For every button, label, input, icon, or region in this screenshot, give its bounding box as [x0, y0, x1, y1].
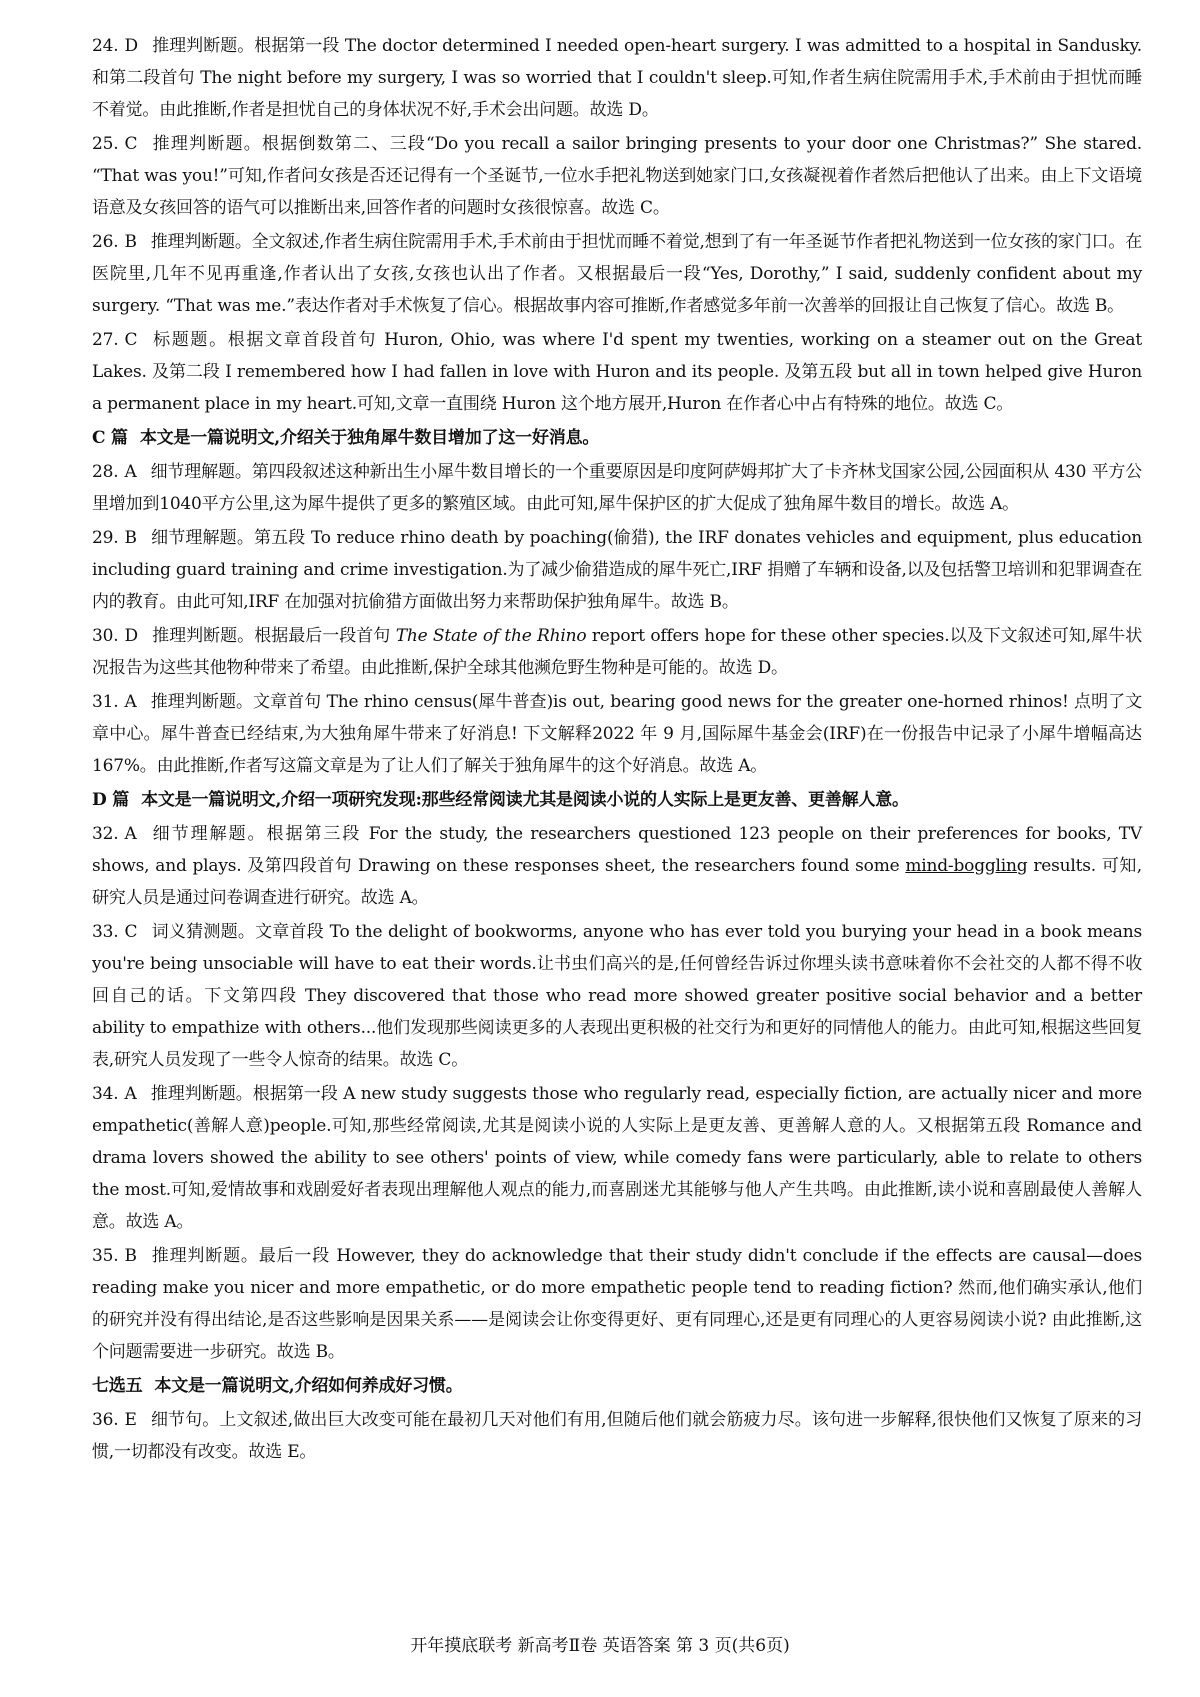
answer-item-35: [92, 1240, 1142, 1368]
explanation-text: 推理判断题。最后一段 However, they do acknowledge that their study didn't conclude if the effects are causal—does reading make you nicer and more empathetic, or do more empathetic people tend to reading fiction? 然而,他们确实承认,他们的研究并没有得出结论,是否这些影响是因果关系——是阅读会让你变得更好、更有同理心,还是更有同理心的人更容易阅读小说? 由此推断,这个问题需要进一步研究。故选 B。: [92, 1246, 1142, 1362]
explanation-text-continued: results. 可知,研究人员是通过问卷调查进行研究。故选 A。: [92, 856, 1142, 908]
answer-letter: C: [124, 134, 138, 154]
underlined-word: mind-boggling: [905, 856, 1028, 876]
question-number: 35.: [92, 1246, 119, 1266]
answer-item-24: [92, 30, 1142, 126]
explanation-text: 词义猜测题。文章首段 To the delight of bookworms, anyone who has ever told you burying your head in a book means you're being unsociable will have to eat their words.让书虫们高兴的是,任何曾经告诉过你埋头读书意味着你不会社交的人都不得不收回自己的话。下文第四段 They discovered that those who read more showed greater positive social behavior and a better ability to empathize with others...他们发现那些阅读更多的人表现出更积极的社交行为和更好的同情他人的能力。由此可知,根据这些回复表,研究人员发现了一些令人惊奇的结果。故选 C。: [92, 922, 1142, 1070]
explanation-text: 推理判断题。全文叙述,作者生病住院需用手术,手术前由于担忧而睡不着觉,想到了有一年圣诞节作者把礼物送到一位女孩的家门口。在医院里,几年不见再重逢,作者认出了女孩,女孩也认出了作者。又根据最后一段“Yes, Dorothy,” I said, suddenly confident about my surgery. “That was me.”表达作者对手术恢复了信心。根据故事内容可推断,作者感觉多年前一次善举的回报让自己恢复了信心。故选 B。: [92, 232, 1142, 316]
answer-letter: E: [124, 1410, 137, 1430]
explanation-text: 细节理解题。第五段 To reduce rhino death by poaching(偷猎), the IRF donates vehicles and equipment, plus education including guard training and crime investigation.为了减少偷猎造成的犀牛死亡,IRF 捐赠了车辆和设备,以及包括警卫培训和犯罪调查在内的教育。由此可知,IRF 在加强对抗偷猎方面做出努力来帮助保护独角犀牛。故选 B。: [92, 528, 1142, 612]
answer-item-25: [92, 128, 1142, 224]
explanation-text: 推理判断题。根据第一段 A new study suggests those who regularly read, especially fiction, are actually nicer and more empathetic(善解人意)people.可知,那些经常阅读,尤其是阅读小说的人实际上是更友善、更善解人意的人。又根据第五段 Romance and drama lovers showed the ability to see others' points of view, while comedy fans were particularly, able to relate to others the most.可知,爱情故事和戏剧爱好者表现出理解他人观点的能力,而喜剧迷尤其能够与他人产生共鸣。由此推断,读小说和喜剧最使人善解人意。故选 A。: [92, 1084, 1142, 1232]
question-number: 36.: [92, 1410, 119, 1430]
explanation-text: 推理判断题。根据第一段 The doctor determined I needed open-heart surgery. I was admitted to a hospital in Sandusky.和第二段首句 The night before my surgery, I was so worried that I couldn't sleep.可知,作者生病住院需用手术,手术前由于担忧而睡不着觉。由此推断,作者是担忧自己的身体状况不好,手术会出问题。故选 D。: [92, 36, 1142, 120]
answer-item-27: [92, 324, 1142, 420]
question-number: 26.: [92, 232, 119, 252]
answer-item-29: [92, 522, 1142, 618]
section-tag: C 篇: [92, 428, 128, 448]
answer-item-31: [92, 686, 1142, 782]
answer-letter: B: [124, 232, 137, 252]
page-footer: 开年摸底联考 新高考Ⅱ卷 英语答案 第 3 页(共6页): [410, 1636, 790, 1656]
answer-letter: B: [124, 528, 137, 548]
answer-item-32: [92, 818, 1142, 914]
explanation-text: 推理判断题。根据倒数第二、三段“Do you recall a sailor bringing presents to your door one Christmas?” She stared. “That was you!”可知,作者问女孩是否还记得有一个圣诞节,一位水手把礼物送到她家门口,女孩凝视着作者然后把他认了出来。由上下文语境语意及女孩回答的语气可以推断出来,回答作者的问题时女孩很惊喜。故选 C。: [92, 134, 1142, 218]
answer-letter: A: [124, 1084, 137, 1104]
section-heading-c: [92, 422, 1142, 454]
section-summary: 本文是一篇说明文,介绍关于独角犀牛数目增加了这一好消息。: [139, 428, 600, 448]
explanation-text: 推理判断题。文章首句 The rhino census(犀牛普查)is out, bearing good news for the greater one-horned rhinos! 点明了文章中心。犀牛普查已经结束,为大独角犀牛带来了好消息! 下文解释2022 年 9 月,国际犀牛基金会(IRF)在一份报告中记录了小犀牛增幅高达 167%。由此推断,作者写这篇文章是为了让人们了解关于独角犀牛的这个好消息。故选 A。: [92, 692, 1142, 776]
answer-item-34: [92, 1078, 1142, 1238]
question-number: 25.: [92, 134, 119, 154]
explanation-text: 标题题。根据文章首段首句 Huron, Ohio, was where I'd spent my twenties, working on a steamer out on the Great Lakes. 及第二段 I remembered how I had fallen in love with Huron and its people. 及第五段 but all in town helped give Huron a permanent place in my heart.可知,文章一直围绕 Huron 这个地方展开,Huron 在作者心中占有特殊的地位。故选 C。: [92, 330, 1142, 414]
question-number: 34.: [92, 1084, 119, 1104]
answer-item-28: [92, 456, 1142, 520]
question-number: 24.: [92, 36, 119, 56]
answer-letter: A: [124, 692, 137, 712]
answer-letter: B: [124, 1246, 137, 1266]
answer-item-33: [92, 916, 1142, 1076]
question-number: 27.: [92, 330, 119, 350]
section-heading-d: [92, 784, 1142, 816]
question-number: 28.: [92, 462, 119, 482]
explanation-text-continued: report offers hope for these other species.以及下文叙述可知,犀牛状况报告为这些其他物种带来了希望。由此推断,保护全球其他濒危野生物种是可能的。故选 D。: [92, 626, 1142, 678]
answer-item-36: [92, 1404, 1142, 1468]
section-summary: 本文是一篇说明文,介绍如何养成好习惯。: [154, 1376, 463, 1396]
answer-letter: C: [124, 922, 138, 942]
answer-letter: D: [124, 36, 138, 56]
question-number: 29.: [92, 528, 119, 548]
answer-letter: D: [124, 626, 138, 646]
question-number: 31.: [92, 692, 119, 712]
section-tag: D 篇: [92, 790, 130, 810]
question-number: 32.: [92, 824, 119, 844]
explanation-text: 细节理解题。根据第三段 For the study, the researchers questioned 123 people on their preferences for books, TV shows, and plays. 及第四段首句 Drawing on these responses sheet, the researchers found some: [92, 824, 1142, 876]
answer-letter: A: [124, 824, 137, 844]
answer-letter: A: [124, 462, 137, 482]
answer-explanations: [92, 30, 1142, 1470]
question-number: 33.: [92, 922, 119, 942]
section-tag: 七选五: [92, 1376, 143, 1396]
section-heading-seven-five: [92, 1370, 1142, 1402]
answer-letter: C: [124, 330, 138, 350]
explanation-text: 细节句。上文叙述,做出巨大改变可能在最初几天对他们有用,但随后他们就会筋疲力尽。该句进一步解释,很快他们又恢复了原来的习惯,一切都没有改变。故选 E。: [92, 1410, 1142, 1462]
question-number: 30.: [92, 626, 119, 646]
section-summary: 本文是一篇说明文,介绍一项研究发现:那些经常阅读尤其是阅读小说的人实际上是更友善、更善解人意。: [141, 790, 909, 810]
explanation-text: 细节理解题。第四段叙述这种新出生小犀牛数目增长的一个重要原因是印度阿萨姆邦扩大了卡齐林戈国家公园,公园面积从 430 平方公里增加到1040平方公里,这为犀牛提供了更多的繁殖区域。由此可知,犀牛保护区的扩大促成了独角犀牛数目的增长。故选 A。: [92, 462, 1142, 514]
answer-item-30: [92, 620, 1142, 684]
answer-item-26: [92, 226, 1142, 322]
report-title-italic: The State of the Rhino: [395, 626, 587, 646]
explanation-text: 推理判断题。根据最后一段首句: [151, 626, 396, 646]
